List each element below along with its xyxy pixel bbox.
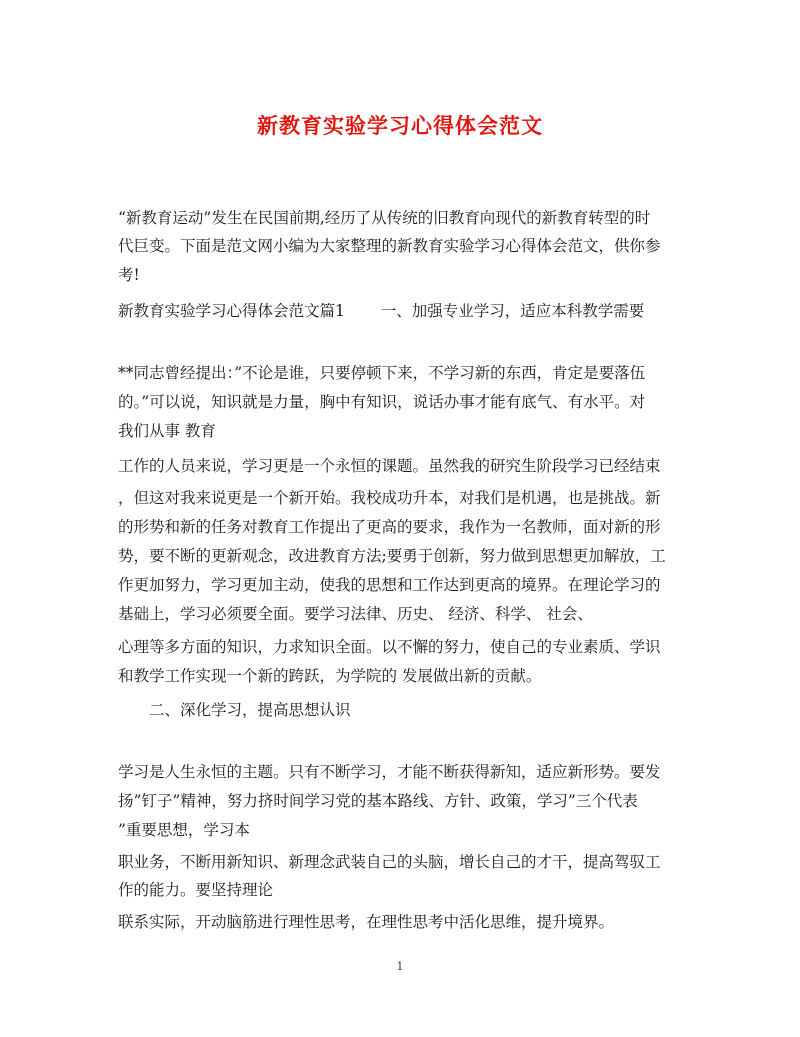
- paragraph-line: 联系实际，开动脑筋进行理性思考，在理性思考中活化思维，提升境界。: [118, 913, 615, 931]
- paragraph-line: 作的能力。要坚持理论: [118, 881, 274, 899]
- paragraph-line: ，但这对我来说更是一个新开始。我校成功升本，对我们是机遇，也是挑战。新: [118, 489, 661, 507]
- paragraph-line: 心理等多方面的知识，力求知识全面。以不懈的努力，使自己的专业素质、学识: [118, 638, 661, 656]
- paragraph-line: 基础上，学习必须要全面。要学习法律、历史、 经济、科学、 社会、: [118, 605, 593, 623]
- paragraph-line: 代巨变。下面是范文网小编为大家整理的新教育实验学习心得体会范文，供你参: [118, 237, 661, 255]
- section-heading-line: 二、深化学习，提高思想认识: [118, 701, 351, 719]
- page-number: 1: [396, 960, 404, 973]
- paragraph-line: 作更加努力，学习更加主动，使我的思想和工作达到更高的境界。在理论学习的: [118, 576, 661, 594]
- paragraph-line: 的。”可以说，知识就是力量，胸中有知识，说话办事才能有底气、有水平。对: [118, 393, 646, 411]
- paragraph-line: 学习是人生永恒的主题。只有不断学习，才能不断获得新知，适应新形势。要发: [118, 763, 661, 781]
- paragraph-line: 考!: [118, 266, 140, 284]
- paragraph-line: 势，要不断的更新观念，改进教育方法;要勇于创新，努力做到思想更加解放，工: [118, 547, 666, 565]
- paragraph-line: 工作的人员来说，学习更是一个永恒的课题。虽然我的研究生阶段学习已经结束: [118, 457, 661, 475]
- paragraph-line: ”重要思想，学习本: [118, 821, 250, 839]
- paragraph-line: 扬”钉子”精神，努力挤时间学习党的基本路线、方针、政策，学习”三个代表: [118, 792, 638, 810]
- paragraph-line: **同志曾经提出：”不论是谁，只要停顿下来，不学习新的东西，肯定是要落伍: [118, 364, 646, 382]
- paragraph-line: 职业务，不断用新知识、新理念武装自己的头脑，增长自己的才干，提高驾驭工: [118, 853, 661, 871]
- paragraph-line: 我们从事 教育: [118, 422, 216, 440]
- paragraph-line: “新教育运动”发生在民国前期,经历了从传统的旧教育向现代的新教育转型的时: [118, 209, 651, 227]
- paragraph-line: 和教学工作实现一个新的跨跃，为学院的 发展做出新的贡献。: [118, 667, 542, 685]
- page-title: 新教育实验学习心得体会范文: [257, 113, 543, 138]
- section-heading-line: 新教育实验学习心得体会范文篇1 一、加强专业学习，适应本科教学需要: [118, 302, 645, 320]
- paragraph-line: 的形势和新的任务对教育工作提出了更高的要求，我作为一名教师，面对新的形: [118, 518, 661, 536]
